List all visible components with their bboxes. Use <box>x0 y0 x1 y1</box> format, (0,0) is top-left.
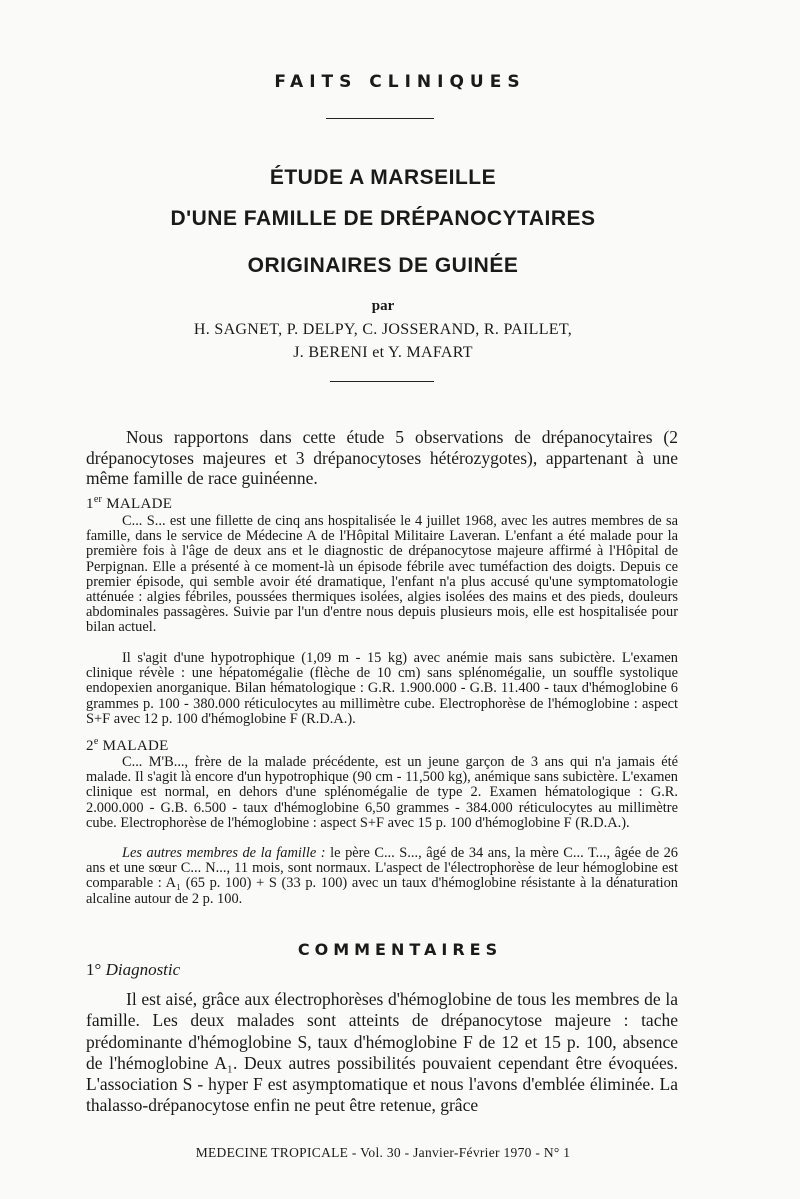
divider <box>330 381 434 382</box>
commentaires-heading: COMMENTAIRES <box>297 940 503 959</box>
malade-1-label: MALADE <box>106 496 173 512</box>
malade-2-paragraph-1: C... M'B..., frère de la malade précédente, est un jeune garçon de 3 ans qui n'a jamais été malade. Il s'agit là encore d'un hypotrophique (90 cm - 11,500 kg), anémique sans subictère. L'examen clinique est normal, en dehors d'une splénomégalie de type 2. Examen hématologique : G.R. 2.000.000 - G.B. 6.500 - taux d'hémoglobine 6,50 grammes - 384.000 réticulocytes au millimètre cube. Electrophorèse de l'hémoglobine : aspect S+F avec 15 p. 100 d'hémoglobine F (R.D.A.). <box>86 754 678 831</box>
malade-1-paragraph-2: Il s'agit d'une hypotrophique (1,09 m - 15 kg) avec anémie mais sans subictère. L'examen clinique révèle : une hépatomégalie (flèche de 10 cm) sans splénomégalie, un souffle systolique endopexien anorganique. Bilan hématologique : G.R. 1.900.000 - G.B. 11.400 - taux d'hémoglobine 6 grammes p. 100 - 380.000 réticulocytes au millimètre cube. Electrophorèse de l'hémoglobine : aspect S+F avec 12 p. 100 d'hémoglobine F (R.D.A.). <box>86 650 678 727</box>
article-title-line-3: ORIGINAIRES DE GUINÉE <box>247 254 519 277</box>
article-title-line-1: ÉTUDE A MARSEILLE <box>269 166 497 189</box>
authors-line-2: J. BERENI et Y. MAFART <box>293 344 473 361</box>
diagnostic-paragraph: Il est aisé, grâce aux électrophorèses d'hémoglobine de tous les membres de la famille. Les deux malades sont atteints de drépanocytose majeure : tache prédominante d'hémoglobine S, taux d'hémoglobine F de 12 et 15 p. 100, absence de l'hémoglobine A₁. Deux autres possibilités pouvaient cependant être évoquées. L'association S - hyper F est asymptomatique et nous l'avons d'emblée éliminée. La thalasso-drépanocytose enfin ne peut être retenue, grâce <box>86 989 678 1116</box>
subsection-diagnostic <box>86 960 180 980</box>
family-paragraph-lead: Les autres membres de la famille : <box>122 845 326 861</box>
authors-line-1: H. SAGNET, P. DELPY, C. JOSSERAND, R. PAILLET, <box>193 321 573 338</box>
section-heading: FAITS CLINIQUES <box>274 72 526 92</box>
malade-1-heading <box>86 494 172 513</box>
malade-2-heading <box>86 736 169 755</box>
family-paragraph <box>86 846 678 907</box>
intro-paragraph: Nous rapportons dans cette étude 5 observations de drépanocytaires (2 drépanocytoses majeures et 3 drépanocytoses hétérozygotes), appartenant à une même famille de race guinéenne. <box>86 427 678 488</box>
footer-citation: MEDECINE TROPICALE - Vol. 30 - Janvier-Février 1970 - N° 1 <box>195 1145 571 1160</box>
divider <box>326 118 434 119</box>
malade-1-paragraph-1: C... S... est une fillette de cinq ans hospitalisée le 4 juillet 1968, avec les autres membres de sa famille, dans le service de Médecine A de l'Hôpital Militaire Laveran. L'enfant a été malade pour la première fois à l'âge de deux ans et le diagnostic de drépanocytose majeure affirmé à l'Hôpital de Perpignan. Elle a présenté à ce moment-là un épisode fébrile avec tuméfaction des doigts. Depuis ce premier épisode, qui semble avoir été dramatique, l'enfant n'a plus accusé qu'une symptomatologie atténuée : algies fébriles, poussées thermiques isolées, algies isolées des mains et des pieds, douleurs abdominales passagères. Suivie par l'un d'entre nous depuis plusieurs mois, elle est hospitalisée pour bilan actuel. <box>86 513 678 636</box>
malade-1-number: 1 <box>86 496 94 512</box>
byline-par: par <box>371 298 395 314</box>
article-title-line-2: D'UNE FAMILLE DE DRÉPANOCYTAIRES <box>170 207 596 230</box>
subsection-label: Diagnostic <box>105 960 181 979</box>
malade-2-label: MALADE <box>102 738 169 754</box>
malade-1-ordinal: er <box>93 494 103 505</box>
malade-2-ordinal: e <box>93 736 99 747</box>
subsection-number: 1° <box>86 960 102 979</box>
malade-2-number: 2 <box>86 738 94 754</box>
family-paragraph-body: le père C... S..., âgé de 34 ans, la mère C... T..., âgée de 26 ans et une sœur C... N..., 11 mois, sont normaux. L'aspect de l'électrophorèse de leur hémoglobine est comparable : A₁ (65 p. 100) + S (33 p. 100) avec un taux d'hémoglobine résistante à la dénaturation alcaline autour de 2 p. 100. <box>86 845 679 907</box>
